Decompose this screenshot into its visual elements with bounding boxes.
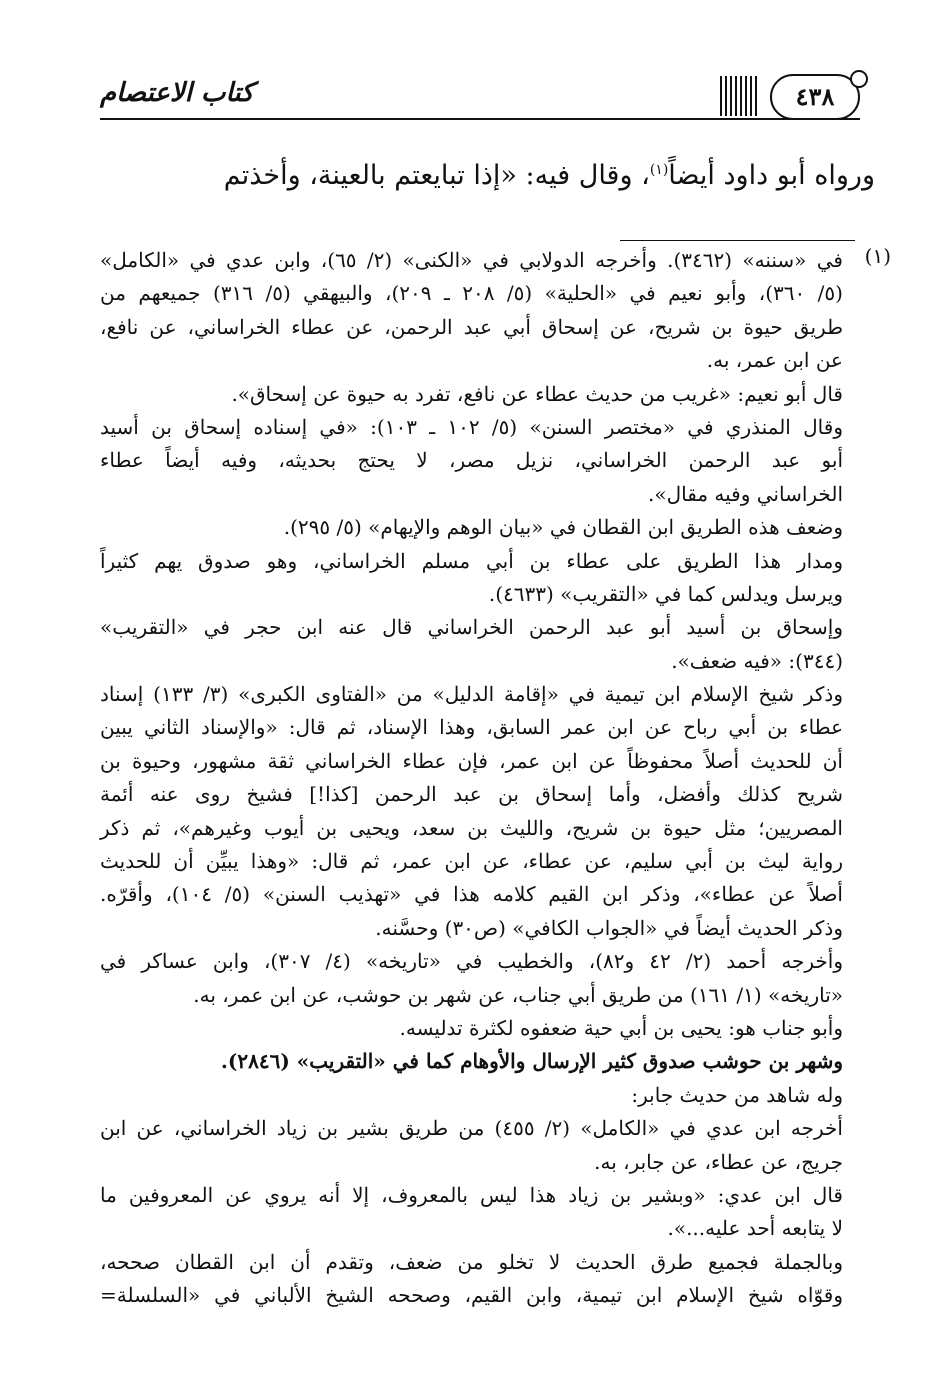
footnote-line: وضعف هذه الطريق ابن القطان في «بيان الوهم والإيهام» (٥/ ٢٩٥). (283, 515, 843, 540)
footnote (100, 244, 891, 1313)
footnote-body (100, 244, 843, 1313)
footnote-line: ومدار هذا الطريق على عطاء بن أبي مسلم الخراساني، وهو صدوق يهم كثيراً (100, 548, 843, 573)
footnote-line: وذكر الحديث أيضاً في «الجواب الكافي» (ص٣٠) وحسَّنه. (375, 915, 843, 940)
footnote-line: (٥/ ٣٦٠)، وأبو نعيم في «الحلية» (٥/ ٢٠٨ ـ ٢٠٩)، والبيهقي (٥/ ٣١٦) جميعهم من (100, 281, 843, 306)
footnote-line: أن للحديث أصلاً محفوظاً عن ابن عمر، فإن عطاء الخراساني ثقة مشهور، وحيوة بن (100, 748, 843, 773)
footnote-line: عن ابن عمر، به. (706, 348, 843, 373)
footnote-line: وقوّاه شيخ الإسلام ابن تيمية، وابن القيم، وصححه الشيخ الألباني في «السلسلة= (100, 1283, 843, 1308)
footnote-line: وذكر شيخ الإسلام ابن تيمية في «إقامة الدليل» من «الفتاوى الكبرى» (٣/ ١٣٣) إسناد (100, 682, 843, 707)
main-text-line (100, 150, 875, 196)
footnote-line: وأخرجه أحمد (٢/ ٤٢ و٨٢)، والخطيب في «تاريخه» (٤/ ٣٠٧)، وابن عساكر في (100, 949, 844, 974)
footnote-line: وأبو جناب هو: يحيى بن أبي حية ضعفوه لكثرة تدليسه. (399, 1015, 843, 1040)
footnote-line: «تاريخه» (١/ ١٦١) من طريق أبي جناب، عن شهر بن حوشب، عن ابن عمر، به. (193, 982, 843, 1007)
footnote-line: قال أبو نعيم: «غريب من حديث عطاء عن نافع، تفرد به حيوة عن إسحاق». (231, 381, 843, 406)
footnote-line: لا يتابعه أحد عليه...». (667, 1216, 843, 1241)
footnote-line: وبالجملة فجميع طرق الحديث لا تخلو من ضعف، وتقدم أن ابن القطان صححه، (100, 1249, 843, 1274)
ornament-icon (720, 76, 760, 116)
footnote-reference[interactable]: (١) (649, 162, 669, 178)
footnote-line: جريج، عن عطاء، عن جابر، به. (594, 1149, 843, 1174)
header-rule (100, 118, 860, 120)
page-number: ٤٣٨ (770, 74, 860, 120)
footnote-line: أخرجه ابن عدي في «الكامل» (٢/ ٤٥٥) من طريق بشير بن زياد الخراساني، عن ابن (100, 1116, 843, 1141)
footnote-line: وشهر بن حوشب صدوق كثير الإرسال والأوهام كما في «التقريب» (٢٨٤٦). (220, 1049, 843, 1074)
footnote-separator (620, 240, 855, 241)
footnote-line: قال ابن عدي: «وبشير بن زياد هذا ليس بالمعروف، إلا أنه يروي عن المعروفين ما (100, 1182, 843, 1207)
footnote-line: أبو عبد الرحمن الخراساني، نزيل مصر، لا يحتج بحديثه، وفيه أيضاً عطاء (100, 448, 843, 473)
main-text-end: ، وقال فيه: «إذا تبايعتم بالعينة، وأخذتم (223, 160, 650, 191)
footnote-marker: (١) (864, 244, 891, 268)
footnote-line: المصريين؛ مثل حيوة بن شريح، والليث بن سعد، ويحيى بن أيوب وغيرهم»، ثم ذكر (100, 815, 843, 840)
footnote-line: ويرسل ويدلس كما في «التقريب» (٤٦٣٣). (488, 581, 843, 606)
footnote-line: شريح كذلك وأفضل، وأما إسحاق بن عبد الرحمن [كذا!] فشيخ روى عنه أئمة (100, 782, 843, 807)
footnote-line: وقال المنذري في «مختصر السنن» (٥/ ١٠٢ ـ ١٠٣): «في إسناده إسحاق بن أسيد (100, 414, 843, 439)
running-header (100, 72, 860, 130)
footnote-line: وله شاهد من حديث جابر: (631, 1082, 843, 1107)
footnote-line: وإسحاق بن أسيد أبو عبد الرحمن الخراساني قال عنه ابن حجر في «التقريب» (100, 615, 843, 640)
main-text-start: ورواه أبو داود أيضاً (668, 160, 875, 191)
footnote-line: في «سننه» (٣٤٦٢). وأخرجه الدولابي في «الكنى» (٢/ ٦٥)، وابن عدي في «الكامل» (100, 248, 843, 272)
footnote-line: رواية ليث بن أبي سليم، عن عطاء، عن ابن عمر، ثم قال: «وهذا يبيِّن أن للحديث (100, 849, 843, 874)
footnote-line: عطاء بن أبي رباح عن ابن عمر السابق، وهذا الإسناد، ثم قال: «والإسناد الثاني يبين (100, 715, 843, 740)
footnote-line: الخراساني وفيه مقال». (648, 481, 843, 506)
book-title: كتاب الاعتصام (100, 78, 254, 108)
footnote-line: طريق حيوة بن شريح، عن إسحاق أبي عبد الرحمن، عن عطاء الخراساني، عن نافع، (100, 314, 843, 339)
footnote-line: أصلاً عن عطاء»، وذكر ابن القيم كلامه هذا في «تهذيب السنن» (٥/ ١٠٤)، وأقرّه. (100, 882, 843, 907)
footnote-line: (٣٤٤): «فيه ضعف». (671, 648, 843, 673)
